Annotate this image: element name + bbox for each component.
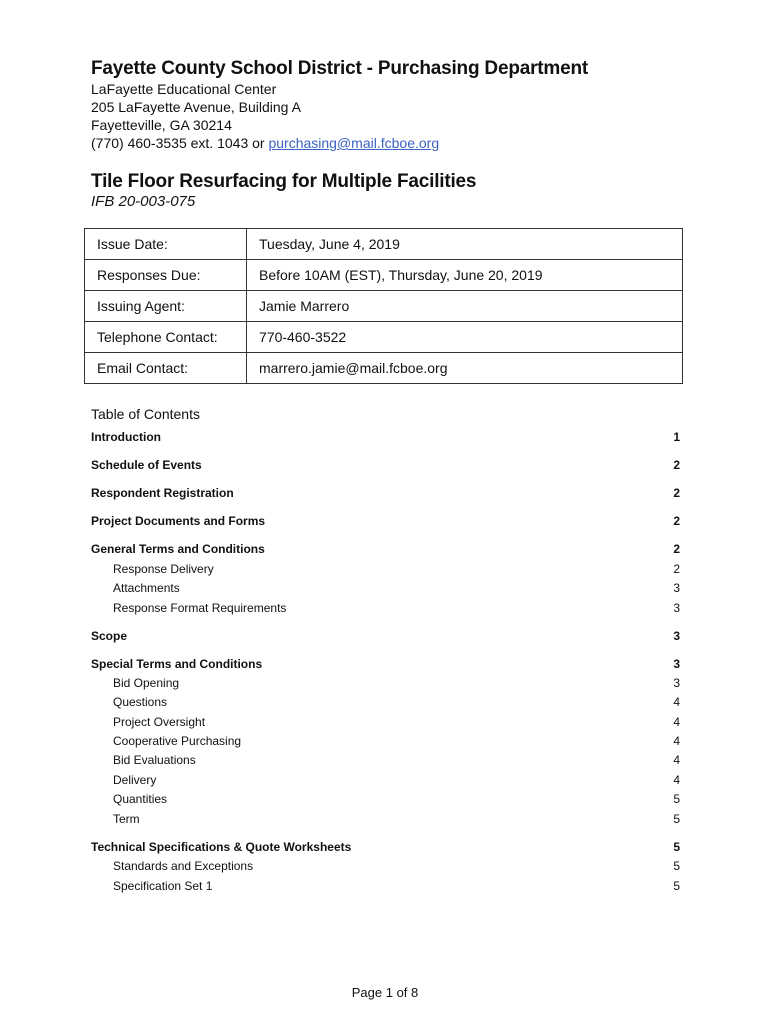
toc-page: 2 (673, 542, 680, 556)
table-row (85, 353, 683, 384)
info-label: Issuing Agent: (85, 291, 247, 322)
toc-page: 5 (673, 859, 680, 873)
toc-label: Introduction (91, 430, 161, 444)
toc-page: 1 (673, 430, 680, 444)
page-number: Page 1 of 8 (351, 985, 419, 1000)
toc-label: Questions (113, 695, 168, 709)
toc-page: 4 (673, 753, 680, 767)
toc-entry-response-format[interactable] (91, 601, 680, 615)
toc-page: 4 (673, 773, 680, 787)
toc-entry-cooperative-purchasing[interactable] (91, 734, 680, 748)
toc-page: 4 (673, 734, 680, 748)
info-value: 770-460-3522 (247, 322, 683, 353)
info-table (84, 228, 683, 384)
toc-entry-delivery[interactable] (91, 773, 680, 787)
org-title: Fayette County School District - Purchasing Department (91, 58, 589, 79)
purchasing-email-link[interactable]: purchasing@mail.fcboe.org (268, 135, 440, 151)
toc-label: Special Terms and Conditions (91, 657, 263, 671)
toc-entry-response-delivery[interactable] (91, 562, 680, 576)
toc-page: 5 (673, 812, 680, 826)
toc-entry-general-terms[interactable] (91, 542, 680, 556)
contact-line (91, 134, 439, 152)
toc-entry-term[interactable] (91, 812, 680, 826)
info-label: Email Contact: (85, 353, 247, 384)
toc-page: 3 (673, 601, 680, 615)
toc-label: Project Documents and Forms (91, 514, 266, 528)
toc-page: 5 (673, 792, 680, 806)
toc-entry-introduction[interactable] (91, 430, 680, 444)
info-label: Issue Date: (85, 229, 247, 260)
toc-label: Project Oversight (113, 715, 206, 729)
toc-page: 2 (673, 458, 680, 472)
toc-label: Scope (91, 629, 128, 643)
table-row (85, 260, 683, 291)
table-row (85, 229, 683, 260)
toc-label: Bid Evaluations (113, 753, 196, 767)
toc-page: 4 (673, 715, 680, 729)
phone-text: (770) 460-3535 ext. 1043 or (91, 135, 269, 151)
toc-label: Attachments (113, 581, 180, 595)
info-label: Telephone Contact: (85, 322, 247, 353)
toc-label: Response Delivery (113, 562, 214, 576)
address-line-1: LaFayette Educational Center (91, 81, 277, 97)
info-value: Jamie Marrero (247, 291, 683, 322)
ifb-number: IFB 20-003-075 (91, 193, 196, 210)
toc-page: 3 (673, 581, 680, 595)
toc-label: Term (113, 812, 140, 826)
toc-page: 2 (673, 514, 680, 528)
toc-label: Standards and Exceptions (113, 859, 254, 873)
info-label: Responses Due: (85, 260, 247, 291)
toc-page: 2 (673, 562, 680, 576)
toc-label: Response Format Requirements (113, 601, 287, 615)
info-value: marrero.jamie@mail.fcboe.org (247, 353, 683, 384)
toc-page: 5 (673, 879, 680, 893)
toc-entry-questions[interactable] (91, 695, 680, 709)
toc-entry-bid-opening[interactable] (91, 676, 680, 690)
toc-label: Cooperative Purchasing (113, 734, 242, 748)
toc-page: 5 (673, 840, 680, 854)
toc-label: Delivery (113, 773, 157, 787)
toc-label: Bid Opening (113, 676, 180, 690)
toc-entry-attachments[interactable] (91, 581, 680, 595)
toc-entry-schedule-of-events[interactable] (91, 458, 680, 472)
toc-entry-specification-set-1[interactable] (91, 879, 680, 893)
toc-entry-standards-exceptions[interactable] (91, 859, 680, 873)
toc-entry-quantities[interactable] (91, 792, 680, 806)
toc-entry-respondent-registration[interactable] (91, 486, 680, 500)
toc-label: Quantities (113, 792, 168, 806)
toc-entry-special-terms[interactable] (91, 657, 680, 671)
toc-label: Specification Set 1 (113, 879, 213, 893)
toc-page: 3 (673, 629, 680, 643)
table-row (85, 291, 683, 322)
toc-entry-project-documents[interactable] (91, 514, 680, 528)
toc-label: Schedule of Events (91, 458, 202, 472)
table-row (85, 322, 683, 353)
address-line-3: Fayetteville, GA 30214 (91, 117, 232, 133)
toc-entry-technical-specifications[interactable] (91, 840, 680, 854)
toc-entry-bid-evaluations[interactable] (91, 753, 680, 767)
toc-page: 2 (673, 486, 680, 500)
toc-label: Technical Specifications & Quote Worksheets (91, 840, 352, 854)
toc-page: 3 (673, 676, 680, 690)
toc-label: General Terms and Conditions (91, 542, 265, 556)
toc-entry-scope[interactable] (91, 629, 680, 643)
info-value: Before 10AM (EST), Thursday, June 20, 2019 (247, 260, 683, 291)
info-value: Tuesday, June 4, 2019 (247, 229, 683, 260)
document-title: Tile Floor Resurfacing for Multiple Facilities (91, 171, 477, 192)
toc-label: Respondent Registration (91, 486, 234, 500)
toc-page: 3 (673, 657, 680, 671)
toc-page: 4 (673, 695, 680, 709)
toc-title: Table of Contents (91, 406, 200, 422)
address-line-2: 205 LaFayette Avenue, Building A (91, 99, 301, 115)
toc-entry-project-oversight[interactable] (91, 715, 680, 729)
